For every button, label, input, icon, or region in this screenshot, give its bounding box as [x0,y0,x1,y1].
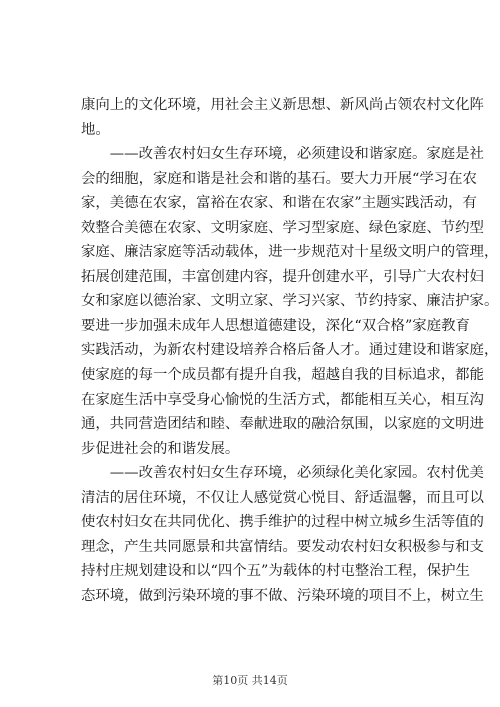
text-line: 会的细胞，家庭和谐是社会和谐的基石。要大力开展“学习在农 [81,170,477,187]
text-line: 女和家庭以德治家、文明立家、学习兴家、节约持家、廉洁护家。 [81,293,499,310]
text-line: ——改善农村妇女生存环境，必须建设和谐家庭。家庭是社 [81,146,484,163]
text-line: 清洁的居住环境，不仅让人感觉赏心悦目、舒适温馨，而且可以 [81,489,484,506]
text-line: 家庭、廉洁家庭等活动载体，进一步规范对十星级文明户的管理， [81,244,499,261]
text-line: 在家庭生活中享受身心愉悦的生活方式，都能相互关心，相互沟 [81,391,484,408]
text-line: 效整合美德在农家、文明家庭、学习型家庭、绿色家庭、节约型 [81,219,484,236]
text-line: 实践活动，为新农村建设培养合格后备人才。通过建设和谐家庭， [81,342,499,359]
text-line: 步促进社会的和谐发展。 [81,440,240,457]
text-line: 家，美德在农家，富裕在农家、和谐在农家”主题实践活动，有 [81,195,477,212]
text-line: 康向上的文化环境，用社会主义新思想、新风尚占领农村文化阵 [81,97,484,113]
text-line: 理念，产生共同愿景和共富情结。要发动农村妇女积极参与和支 [81,538,484,555]
text-line: 拓展创建范围，丰富创建内容，提升创建水平，引导广大农村妇 [81,268,484,285]
text-line: 地。 [81,121,110,138]
text-line: 持村庄规划建设和以“四个五”为载体的村屯整治工程，保护生 [81,563,470,580]
text-line: 通，共同营造团结和睦、奉献进取的融洽氛围，以家庭的文明进 [81,416,484,433]
document-body [81,93,499,608]
text-line: 使农村妇女在共同优化、携手维护的过程中树立城乡生活等值的 [81,514,484,531]
text-line: 要进一步加强未成年人思想道德建设，深化“双合格”家庭教育 [81,317,470,334]
text-line: 态环境，做到污染环境的事不做、污染环境的项目不上，树立生 [81,587,484,604]
text-line: 使家庭的每一个成员都有提升自我，超越自我的目标追求，都能 [81,367,484,384]
page-footer: 第10页 共14页 [212,674,288,687]
text-line: ——改善农村妇女生存环境，必须绿化美化家园。农村优美 [81,465,484,482]
